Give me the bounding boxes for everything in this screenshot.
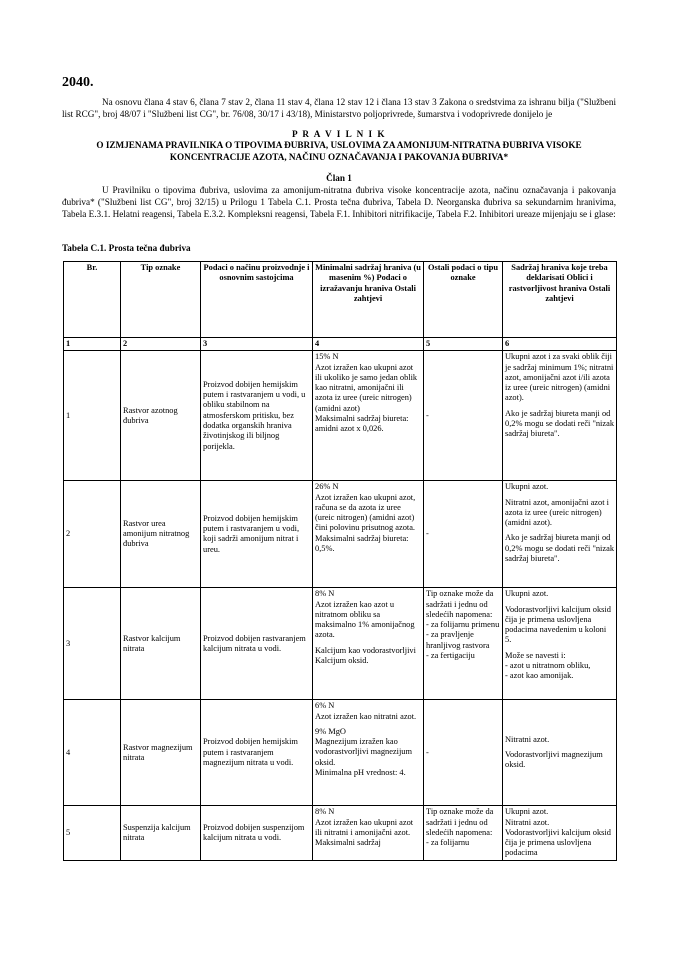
column-number-row — [64, 338, 617, 351]
text-line: Vodorastvorljivi kalcijum oksid čija je primena uslovljena podacima navedenim u koloni 5. — [505, 604, 611, 645]
column-number: 3 — [201, 338, 313, 351]
text-line: 8% N — [315, 807, 335, 817]
text-line: Minimalna pH vrednost: 4. — [315, 768, 406, 778]
intro-paragraph: Na osnovu člana 4 stav 6, člana 7 stav 2, člana 11 stav 4, člana 12 stav 12 i člana 13 stav 3 Zakona o sredstvima za ishranu bilja ("Službeni list RCG", broj 48/07 i "Službeni list CG", br. 76/08, 30/17 i 43/18), Ministarstvo poljoprivrede, šumarstva i vodoprivrede donijelo je — [62, 97, 616, 120]
text-line: Maksimalni sadržaj — [315, 838, 381, 848]
table-caption: Tabela C.1. Prosta tečna đubriva — [62, 243, 191, 253]
text-line: Tip oznake može da sadržati i jednu od sledećih napomena: — [426, 807, 494, 837]
text-line: Azot izražen kao ukupni azot, računa se da azota iz uree (ureic nitrogen) (amidni azot) čini polovinu prisutnog azota. — [315, 492, 416, 533]
declare-info — [503, 700, 617, 806]
table-row — [64, 481, 617, 588]
production-info: Proizvod dobijen hemijskim putem i rastvaranjem u vodi, u obliku stabilnom na atmosferskom pritisku, bez dodatka organskih hraniva životinjskog ili biljnog porijekla. — [201, 351, 313, 481]
article-heading: Član 1 — [326, 173, 352, 183]
declare-info — [503, 351, 617, 481]
column-number: 4 — [313, 338, 424, 351]
fertilizer-table — [63, 261, 617, 861]
production-info: Proizvod dobijen suspenzijom kalcijum nitrata u vodi. — [201, 806, 313, 860]
min-content — [313, 351, 424, 481]
text-line: 15% N — [315, 352, 339, 362]
header-cell: Sadržaj hraniva koje treba deklarisati Oblici i rastvorljivost hraniva Ostali zahtjevi — [503, 262, 617, 338]
min-content — [313, 700, 424, 806]
text-line: Azot izražen kao azot u nitratnom obliku sa maksimalno 1% amonijačnog azota. — [315, 599, 415, 640]
other-info — [424, 806, 503, 860]
header-cell: Minimalni sadržaj hraniva (u masenim %) Podaci o izražavanju hraniva Ostali zahtjevi — [313, 262, 424, 338]
column-number: 2 — [121, 338, 201, 351]
text-line: - za fertigaciju — [426, 651, 475, 661]
text-line: Nitratni azot. — [505, 817, 550, 827]
other-info: - — [424, 481, 503, 588]
text-line: Tip oznake može da sadržati i jednu od sledećih napomena: — [426, 589, 494, 619]
document-subtitle: O IZMJENAMA PRAVILNIKA O TIPOVIMA ĐUBRIVA, USLOVIMA ZA AMONIJUM-NITRATNA ĐUBRIVA VISOKE KONCENTRACIJE AZOTA, NAČINU OZNAČAVANJA I PAKOVANJA ĐUBRIVA* — [96, 140, 582, 162]
row-number: 4 — [64, 700, 121, 806]
text-line: Vodorastvorljivi magnezijum oksid. — [505, 750, 603, 770]
fertilizer-type: Suspenzija kalcijum nitrata — [121, 806, 201, 860]
header-cell: Tip oznake — [121, 262, 201, 338]
text-line: Ukupni azot. — [505, 482, 549, 492]
row-number: 5 — [64, 806, 121, 860]
column-number: 5 — [424, 338, 503, 351]
row-number: 3 — [64, 588, 121, 700]
text-line: - za pravljenje hranljivog rastvora — [426, 630, 490, 650]
text-line: Nitratni azot. — [505, 734, 550, 744]
production-info: Proizvod dobijen hemijskim putem i rastvaranjem magnezijum nitrata u vodi. — [201, 700, 313, 806]
text-line: Ukupni azot. — [505, 589, 549, 599]
text-line: 9% MgO — [315, 726, 346, 736]
row-number: 2 — [64, 481, 121, 588]
row-number: 1 — [64, 351, 121, 481]
table-row — [64, 700, 617, 806]
other-info: - — [424, 700, 503, 806]
text-line: 8% N — [315, 589, 335, 599]
table-row — [64, 588, 617, 700]
table-header-row — [64, 262, 617, 338]
text-line: 6% N — [315, 701, 335, 711]
text-line: - azot u nitratnom obliku, — [505, 661, 591, 671]
declare-info — [503, 588, 617, 700]
header-cell: Podaci o načinu proizvodnje i osnovnim sastojcima — [201, 262, 313, 338]
other-info — [424, 588, 503, 700]
text-line: - azot kao amonijak. — [505, 671, 574, 681]
table-row — [64, 806, 617, 860]
fertilizer-type: Rastvor kalcijum nitrata — [121, 588, 201, 700]
text-line: Može se navesti i: — [505, 650, 566, 660]
text-line: Azot izražen kao ukupni azot ili nitratni i amonijačni azot. — [315, 817, 414, 837]
table-row — [64, 351, 617, 481]
fertilizer-type: Rastvor magnezijum nitrata — [121, 700, 201, 806]
column-number: 6 — [503, 338, 617, 351]
regulation-number: 2040. — [62, 75, 94, 90]
header-cell: Ostali podaci o tipu oznake — [424, 262, 503, 338]
declare-info — [503, 806, 617, 860]
other-info: - — [424, 351, 503, 481]
text-line: Magnezijum izražen kao vodorastvorljivi magnezijum oksid. — [315, 737, 412, 767]
text-line: Maksimalni sadržaj biureta: amidni azot x 0,026. — [315, 414, 409, 434]
text-line: Nitratni azot, amonijačni azot i azota iz uree (ureic nitrogen) (amidni azot). — [505, 497, 609, 528]
text-line: Azot izražen kao nitratni azot. — [315, 711, 417, 721]
text-line: Maksimalni sadržaj biureta: 0,5%. — [315, 533, 409, 554]
text-line: Azot izražen kao ukupni azot ili ukoliko je samo jedan oblik kao nitratni, amonijačni ili azota iz uree (ureic nitrogen) (amidni azot) — [315, 362, 418, 413]
header-cell: Br. — [64, 262, 121, 338]
fertilizer-type: Rastvor urea amonijum nitratnog đubriva — [121, 481, 201, 588]
article-paragraph: U Pravilniku o tipovima đubriva, uslovima za amonijum-nitratna đubriva visoke koncentracije azota, načinu označavanja i pakovanja đubriva* ("Službeni list CG", broj 32/15) u Prilogu 1 Tabela C.1. Prosta tečna đubriva, Tabela D. Neorganska đubriva sa sekundarnim hranivima, Tabela E.3.1. Helatni reagensi, Tabela E.3.2. Kompleksni reagensi, Tabela F.1. Inhibitori nitrifikacije, Tabela F.2. Inhibitori ureaze mijenjaju se i glase: — [62, 185, 616, 219]
text-line: Kalcijum kao vodorastvorljivi Kalcijum oksid. — [315, 645, 416, 666]
text-line: Ako je sadržaj biureta manji od 0,2% mogu se dodati reči "nizak sadržaj biureta". — [505, 533, 615, 564]
document-title: P R A V I L N I K — [291, 129, 387, 139]
fertilizer-type: Rastvor azotnog đubriva — [121, 351, 201, 481]
min-content — [313, 806, 424, 860]
text-line: Ukupni azot i za svaki oblik čiji je sadržaj minimum 1%; nitratni azot, amonijačni azot i/ili azota iz uree (ureic nitrogen) (amidni azot). — [505, 352, 614, 403]
min-content — [313, 588, 424, 700]
column-number: 1 — [64, 338, 121, 351]
production-info: Proizvod dobijen hemijskim putem i rastvaranjem u vodi, koji sadrži amonijum nitrat i ureu. — [201, 481, 313, 588]
text-line: Ukupni azot. — [505, 807, 549, 817]
text-line: 26% N — [315, 482, 339, 492]
text-line: Vodorastvorljivi kalcijum oksid čija je primena uslovljena podacima — [505, 827, 611, 858]
text-line: - za folijarnu — [426, 838, 470, 848]
min-content — [313, 481, 424, 588]
production-info: Proizvod dobijen rastvaranjem kalcijum nitrata u vodi. — [201, 588, 313, 700]
text-line: - za folijarnu primenu — [426, 620, 500, 630]
declare-info — [503, 481, 617, 588]
text-line: Ako je sadržaj biureta manji od 0,2% mogu se dodati reči "nizak sadržaj biureta". — [505, 408, 615, 439]
